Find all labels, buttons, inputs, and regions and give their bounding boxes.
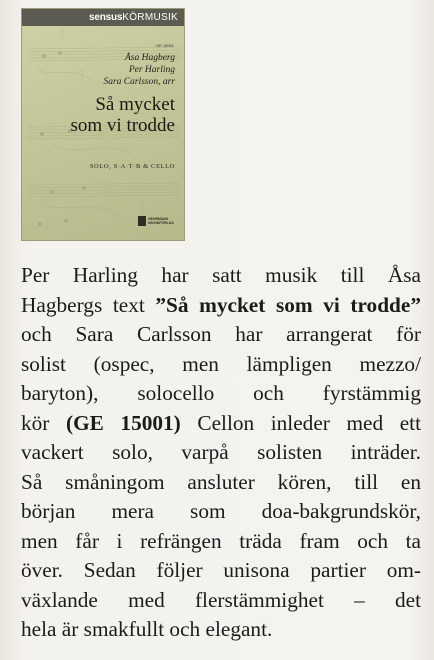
review-line bbox=[21, 438, 421, 468]
review-text-segment: vackert solo, varpå solisten inträder. bbox=[21, 440, 421, 464]
review-line bbox=[21, 320, 421, 350]
publisher-name: GEHRMANS bbox=[147, 217, 169, 221]
brand-bar bbox=[22, 9, 185, 26]
review-line bbox=[21, 409, 421, 439]
review-line bbox=[21, 527, 421, 557]
publisher-subname: MUSIKFÖRLAG bbox=[147, 221, 174, 225]
review-text-segment: Cellon inleder med ett bbox=[180, 410, 421, 435]
review-line bbox=[21, 379, 421, 409]
catalog-number: GE 15001 bbox=[155, 43, 174, 48]
review-line bbox=[21, 350, 421, 380]
review-text bbox=[21, 261, 421, 645]
review-text-segment: början mera som doa-bakgrundskör, bbox=[21, 499, 421, 523]
publisher-logo bbox=[138, 215, 174, 227]
review-line bbox=[21, 556, 421, 586]
review-line bbox=[21, 468, 421, 498]
cover-subtitle: SOLO, S·A·T·B & CELLO bbox=[89, 163, 175, 170]
author-line: Sara Carlsson, arr bbox=[103, 77, 175, 87]
review-text-segment: baryton), solocello och fyrstämmig bbox=[21, 381, 421, 405]
review-text-segment: Så småningom ansluter kören, till en bbox=[21, 469, 421, 494]
author-line: Per Harling bbox=[128, 65, 175, 75]
review-line bbox=[21, 615, 421, 645]
review-line bbox=[21, 497, 421, 527]
review-text-segment: solist (ospec, men lämpligen mezzo/ bbox=[21, 351, 421, 376]
review-text-segment: men får i refrängen träda fram och ta bbox=[21, 528, 421, 553]
review-line bbox=[21, 261, 421, 291]
cover-authors bbox=[103, 52, 175, 88]
cover-title-line: Så mycket bbox=[95, 94, 175, 115]
review-text-segment: växlande med flerstämmighet – det bbox=[21, 587, 421, 612]
publisher-mark-icon bbox=[138, 216, 146, 226]
review-text-segment: och Sara Carlsson har arrangerat för bbox=[21, 322, 421, 346]
cover-title bbox=[71, 94, 176, 136]
review-text-segment: Per Harling har satt musik till Åsa bbox=[21, 263, 421, 287]
review-line bbox=[21, 586, 421, 616]
author-line: Åsa Hagberg bbox=[124, 53, 175, 63]
sheet-music-cover bbox=[21, 8, 185, 241]
review-text-segment: över. Sedan följer unisona partier om- bbox=[21, 558, 421, 582]
review-text-segment: kör bbox=[21, 410, 66, 435]
cover-title-line: som vi trodde bbox=[70, 115, 175, 136]
review-text-segment: hela är smakfullt och elegant. bbox=[21, 617, 273, 641]
review-line bbox=[21, 291, 421, 321]
review-emphasis: (GE 15001) bbox=[65, 410, 181, 435]
review-emphasis: ”Så mycket som vi trodde” bbox=[155, 292, 421, 317]
review-text-segment: Hagbergs text bbox=[21, 292, 156, 317]
brand-logo: sensusKÖRMUSIK bbox=[88, 12, 178, 23]
